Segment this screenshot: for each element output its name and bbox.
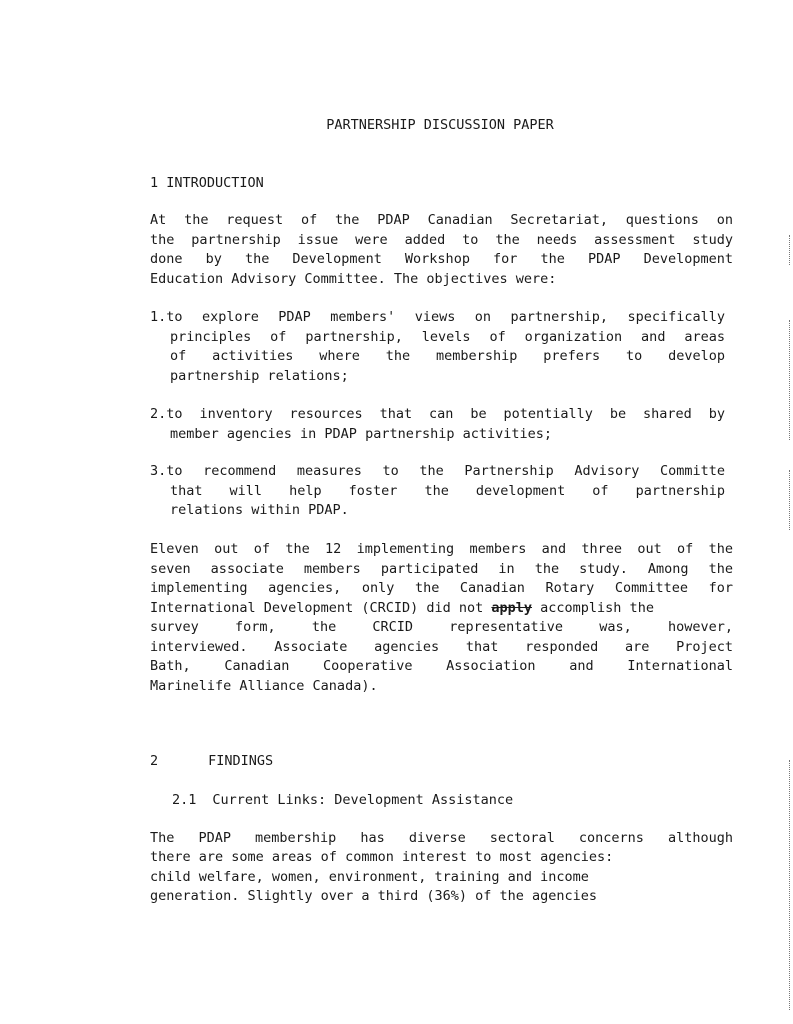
objective-2-line: member agencies in PDAP partnership activities; (170, 426, 553, 442)
participation-line: Eleven out of the 12 implementing members and three out of the (150, 541, 733, 557)
participation-line: International Development (CRCID) did not apply accomplish the (150, 600, 654, 616)
scan-edge-mark (789, 470, 791, 530)
objective-1-line: partnership relations; (170, 368, 349, 384)
section-heading-findings: 2 FINDINGS (150, 753, 274, 769)
objective-3: 3.to recommend measures to the Partnership Advisory Committe (150, 463, 725, 479)
findings-line: generation. Slightly over a third (36%) of the agencies (150, 888, 598, 904)
intro-line: done by the Development Workshop for the PDAP Development (150, 251, 733, 267)
participation-line: seven associate members participated in the study. Among the (150, 561, 733, 577)
objective-2: 2.to inventory resources that can be potentially be shared by (150, 406, 725, 422)
objective-1: 1.to explore PDAP members' views on partnership, specifically (150, 309, 725, 325)
objective-1-line: principles of partnership, levels of organization and areas (170, 329, 725, 345)
objective-3-line: relations within PDAP. (170, 502, 349, 518)
findings-line: The PDAP membership has diverse sectoral concerns although (150, 830, 733, 846)
document-title: PARTNERSHIP DISCUSSION PAPER (326, 117, 554, 133)
intro-line: Education Advisory Committee. The objectives were: (150, 271, 557, 287)
participation-line: Marinelife Alliance Canada). (150, 678, 378, 694)
subsection-heading: 2.1 Current Links: Development Assistance (172, 792, 514, 808)
scan-edge-mark (789, 320, 791, 440)
intro-line: the partnership issue were added to the needs assessment study (150, 232, 733, 248)
section-heading-introduction: 1 INTRODUCTION (150, 175, 264, 191)
participation-line: survey form, the CRCID representative was, however, (150, 619, 733, 635)
objective-3-line: that will help foster the development of partnership (170, 483, 725, 499)
struck-word: apply (491, 600, 533, 616)
scan-edge-mark (789, 760, 791, 1010)
participation-line: Bath, Canadian Cooperative Association and International (150, 658, 733, 674)
objective-1-line: of activities where the membership prefers to develop (170, 348, 725, 364)
intro-line: At the request of the PDAP Canadian Secretariat, questions on (150, 212, 733, 228)
scan-edge-mark (789, 235, 791, 265)
findings-line: there are some areas of common interest to most agencies: (150, 849, 614, 865)
findings-line: child welfare, women, environment, training and income (150, 869, 589, 885)
participation-line: interviewed. Associate agencies that responded are Project (150, 639, 733, 655)
participation-line: implementing agencies, only the Canadian Rotary Committee for (150, 580, 733, 596)
